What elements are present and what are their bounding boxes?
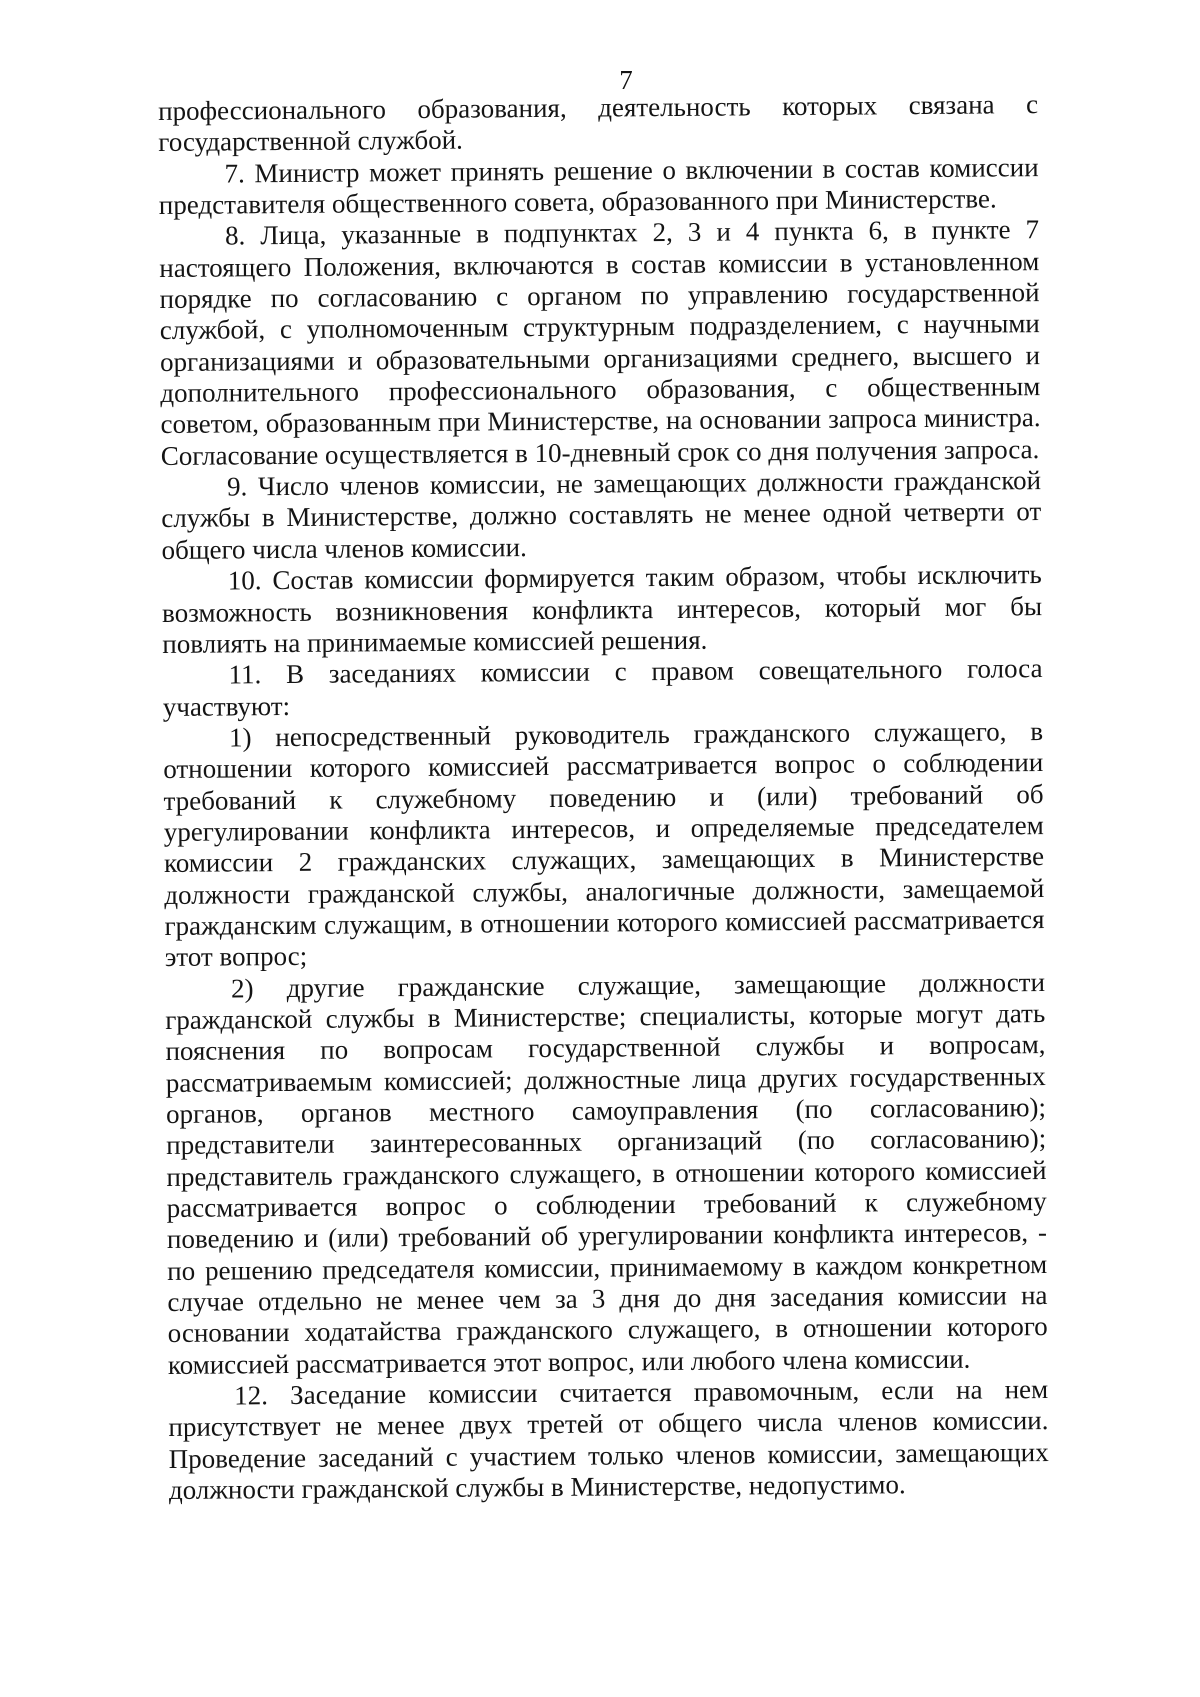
paragraph-item-8: 8. Лица, указанные в подпунктах 2, 3 и 4 пункта 6, в пункте 7 настоящего Положения, включаются в состав комиссии в установленном порядке по согласованию с органом по управлению государственной службой, с уполномоченным структурным подразделением, с научными организациями и образовательными организациями среднего, высшего и дополнительного профессионального образования, с общественным советом, образованным при Министерстве, на основании запроса министра. Согласование осуществляется в 10-дневный срок со дня получения запроса. <box>159 214 1041 471</box>
paragraph-continuation: профессионального образования, деятельность которых связана с государственной службой. <box>158 89 1039 158</box>
paragraph-item-12: 12. Заседание комиссии считается правомочным, если на нем присутствует не менее двух третей от общего числа членов комиссии. Проведение заседаний с участием только членов комиссии, замещающих должности гражданской службы в Министерстве, недопустимо. <box>168 1374 1049 1506</box>
paragraph-item-11: 11. В заседаниях комиссии с правом совещательного голоса участвуют: <box>162 653 1043 722</box>
page-number: 7 <box>619 65 633 95</box>
paragraph-item-9: 9. Число членов комиссии, не замещающих должности гражданской службы в Министерстве, должно составлять не менее одной четверти от общего числа членов комиссии. <box>161 465 1042 565</box>
paragraph-subitem-2: 2) другие гражданские служащие, замещающие должности гражданской службы в Министерстве; специалисты, которые могут дать пояснения по вопросам государственной службы и вопросам, рассматриваемым комиссией; должностные лица других государственных органов, органов местного самоуправления (по согласованию); представители заинтересованных организаций (по согласованию); представитель гражданского служащего, в отношении которого комиссией рассматривается вопрос о соблюдении требований к служебному поведению и (или) требований об урегулировании конфликта интересов, - по решению председателя комиссии, принимаемому в каждом конкретном случае отдельно не менее чем за 3 дня до дня заседания комиссии на основании ходатайства гражданского служащего, в отношении которого комиссией рассматривается этот вопрос, или любого члена комиссии. <box>165 966 1048 1380</box>
document-body <box>158 89 1049 1506</box>
paragraph-item-7: 7. Министр может принять решение о включении в состав комиссии представителя общественного совета, образованного при Министерстве. <box>158 151 1039 221</box>
paragraph-item-10: 10. Состав комиссии формируется таким образом, чтобы исключить возможность возникновения конфликта интересов, который мог бы повлиять на принимаемые комиссией решения. <box>161 559 1043 659</box>
paragraph-subitem-1: 1) непосредственный руководитель гражданского служащего, в отношении которого комиссией рассматривается вопрос о соблюдении требований к служебному поведению и (или) требований об урегулировании конфликта интересов, и определяемые председателем комиссии 2 гражданских служащих, замещающих в Министерстве должности гражданской службы, аналогичные должности, замещаемой гражданским служащим, в отношении которого комиссией рассматривается этот вопрос; <box>163 715 1045 973</box>
